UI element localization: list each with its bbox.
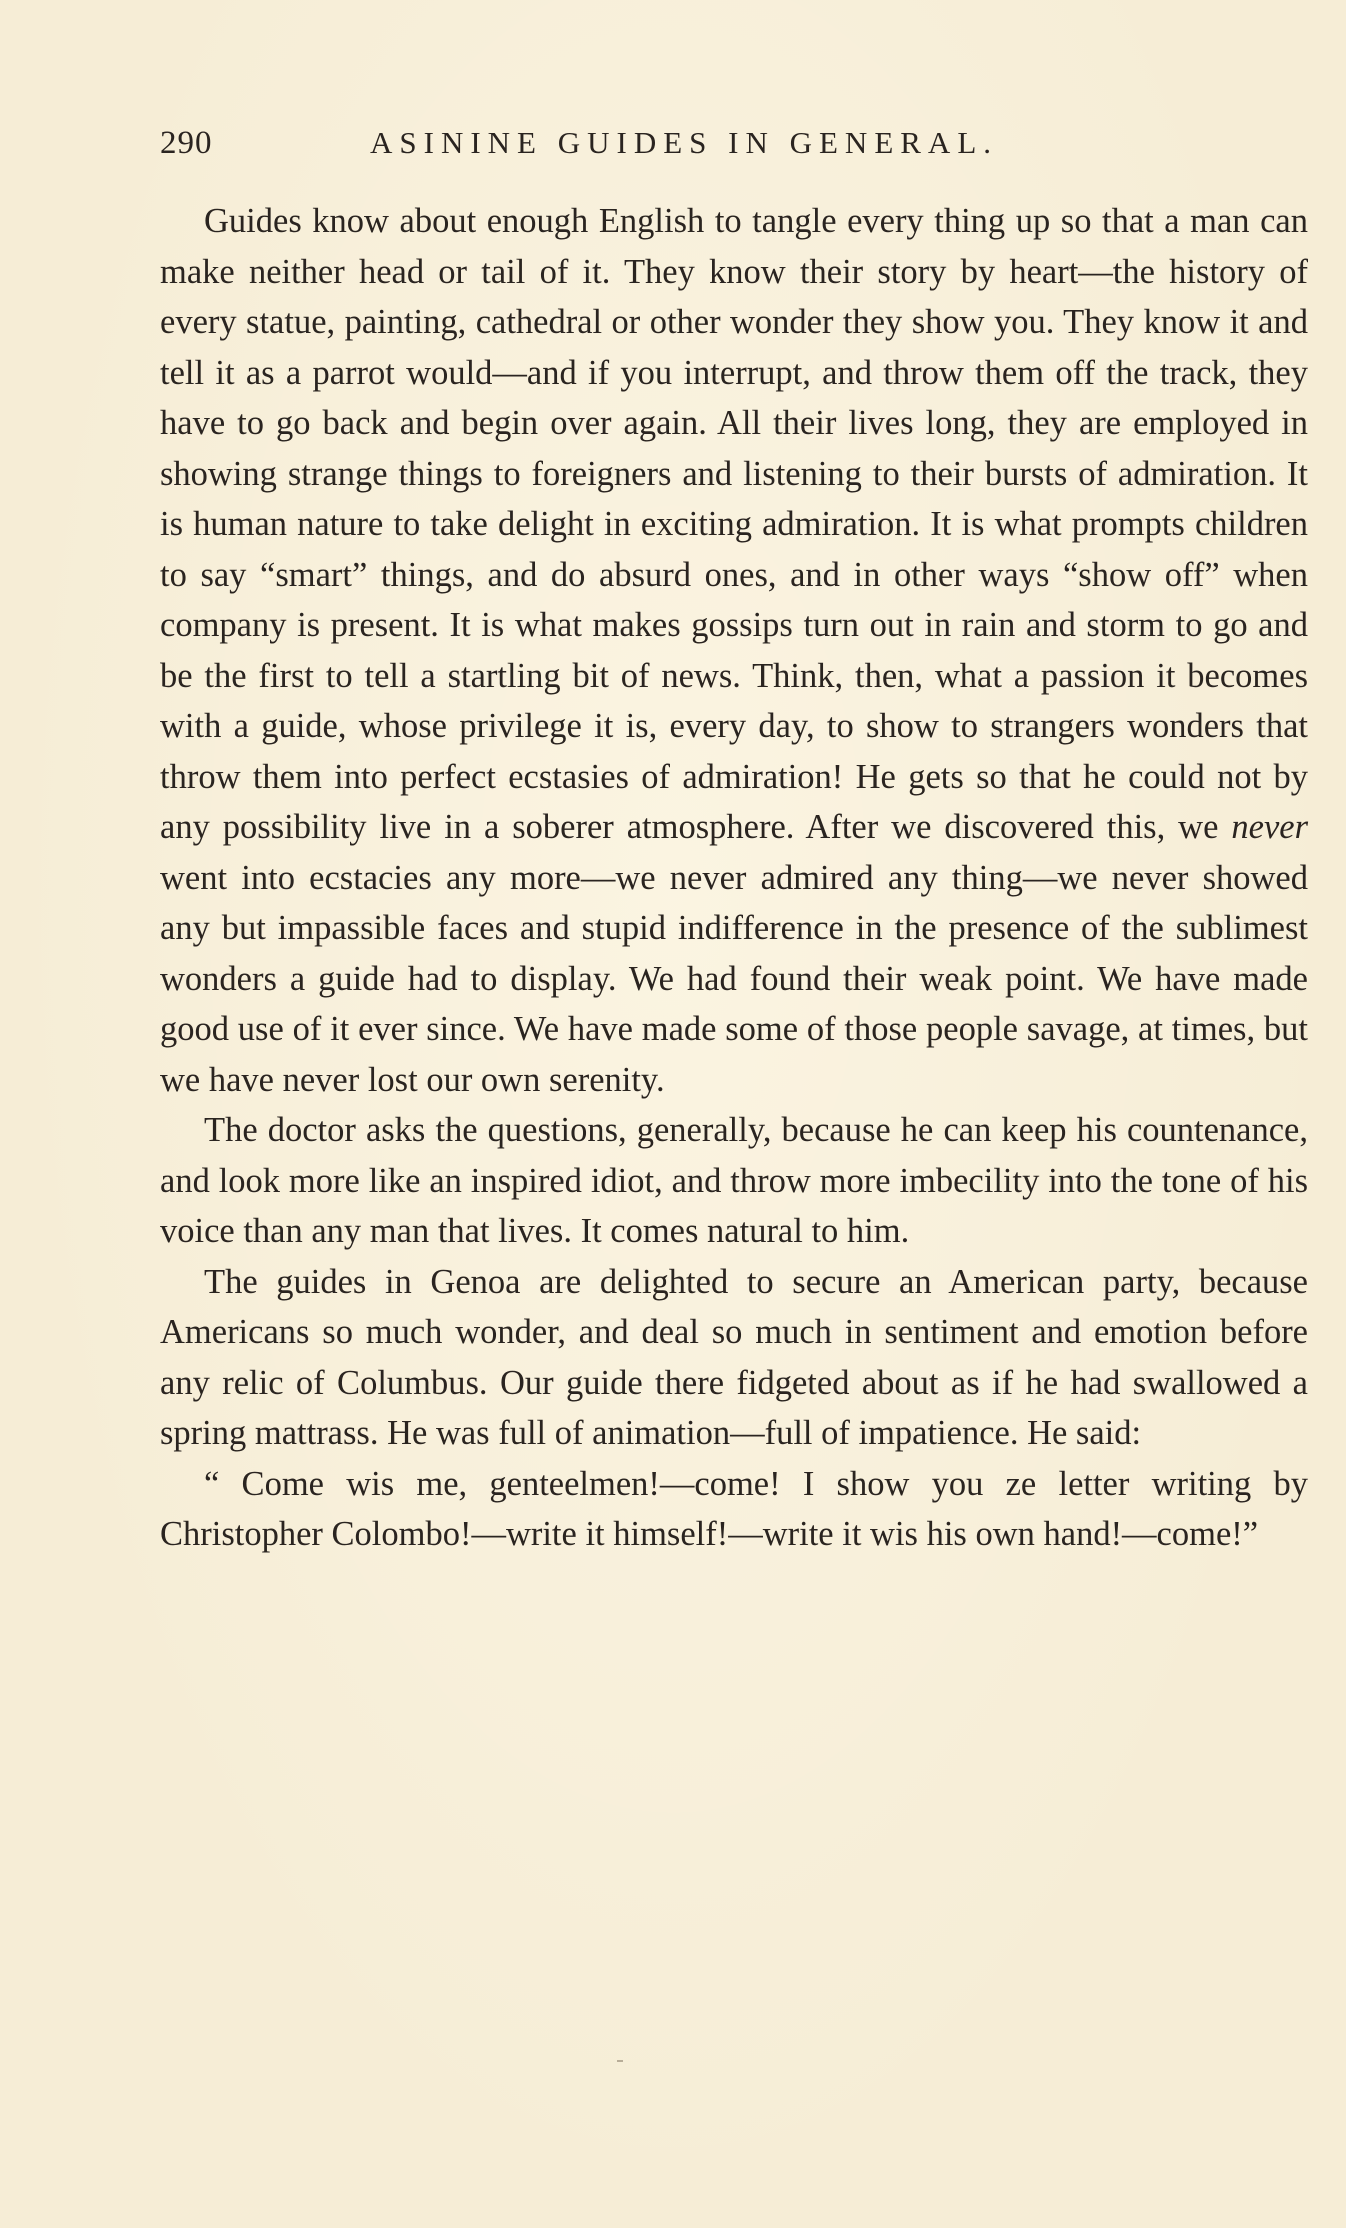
emphasis-never: never (1231, 808, 1308, 846)
ink-speck (617, 2060, 623, 2062)
paragraph-guides-text-after: went into ecstacies any more—we never admired any thing—we never showed any but impassible faces and stupid indifference in the presence of the sublimest wonders a guide had to display. We had found their weak point. We have made good use of it ever since. We have made some of those people savage, at times, but we have never lost our own serenity. (160, 858, 1308, 1099)
body-text (160, 196, 1308, 1560)
paragraph-doctor: The doctor asks the questions, generally, because he can keep his countenance, and look more like an inspired idiot, and throw more imbecility into the tone of his voice than any man that lives. It comes natural to him. (160, 1111, 1308, 1250)
paragraph-guides-text-before: Guides know about enough English to tangle every thing up so that a man can make neither head or tail of it. They know their story by heart—the history of every statue, painting, cathedral or other wonder they show you. They know it and tell it as a parrot would—and if you interrupt, and throw them off the track, they have to go back and begin over again. All their lives long, they are employed in showing strange things to foreigners and listening to their bursts of admiration. It is human nature to take delight in exciting admiration. It is what prompts children to say “smart” things, and do absurd ones, and in other ways “show off” when company is present. It is what makes gossips turn out in rain and storm to go and be the first to tell a startling bit of news. Think, then, what a passion it becomes with a guide, whose privilege it is, every day, to show to strangers wonders that throw them into perfect ecstasies of admiration! He gets so that he could not by any possibility live in a soberer atmosphere. After we discovered this, we (160, 202, 1308, 846)
paragraph-guides (160, 196, 1308, 1105)
running-title: ASININE GUIDES IN GENERAL. (370, 125, 999, 160)
page-number: 290 (160, 125, 213, 161)
paragraph-genoa: The guides in Genoa are delighted to secure an American party, because Americans so much wonder, and deal so much in sentiment and emotion before any relic of Columbus. Our guide there fidgeted about as if he had swallowed a spring mattrass. He was full of animation—full of impatience. He said: (160, 1262, 1308, 1452)
running-head (160, 118, 1310, 168)
paragraph-quote: “ Come wis me, genteelmen!—come! I show you ze letter writing by Christopher Colombo!—write it himself!—write it wis his own hand!—come!” (160, 1464, 1308, 1553)
